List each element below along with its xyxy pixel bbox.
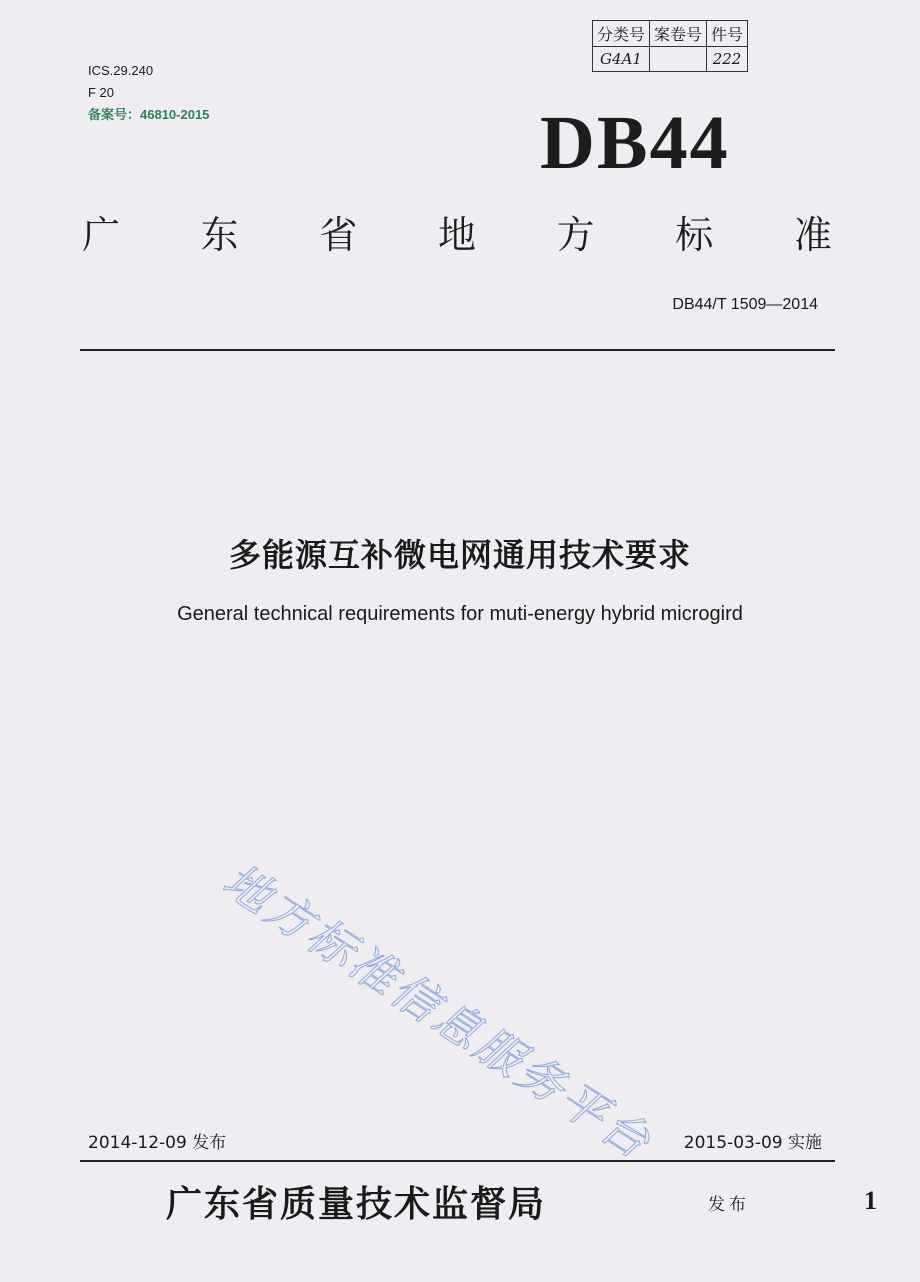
stamp-header-item: 件号 bbox=[707, 21, 748, 47]
archive-stamp-header-row bbox=[593, 21, 748, 47]
classification-block bbox=[88, 60, 209, 126]
archive-stamp bbox=[592, 20, 748, 72]
standard-type-char: 广 bbox=[82, 213, 121, 257]
standard-type-heading bbox=[82, 204, 832, 259]
issuing-authority-suffix: 发布 bbox=[708, 1195, 750, 1215]
issue-date: 2014-12-09 发布 bbox=[88, 1133, 227, 1153]
document-title-cn: 多能源互补微电网通用技术要求 bbox=[228, 536, 691, 574]
standard-mark: DB44 bbox=[540, 101, 730, 185]
implementation-date: 2015-03-09 实施 bbox=[683, 1133, 822, 1153]
issuing-authority: 广东省质量技术监督局 bbox=[166, 1183, 547, 1225]
stamp-header-file: 案卷号 bbox=[650, 21, 707, 47]
ccs-code: F 20 bbox=[88, 85, 115, 100]
stamp-header-category: 分类号 bbox=[593, 21, 650, 47]
document-title-en: General technical requirements for muti-energy hybrid microgird bbox=[177, 603, 743, 625]
stamp-value-file bbox=[650, 47, 707, 72]
standard-type-char: 地 bbox=[437, 213, 476, 257]
filing-number: 备案号：46810-2015 bbox=[88, 107, 210, 122]
ics-code: ICS.29.240 bbox=[88, 63, 154, 78]
standard-type-char: 省 bbox=[319, 213, 358, 257]
standard-type-char: 标 bbox=[675, 213, 714, 257]
standard-type-char: 方 bbox=[556, 213, 595, 257]
header-divider bbox=[80, 349, 835, 351]
watermark-text: 地方标准信息服务平台 bbox=[213, 852, 663, 1171]
standard-type-char: 准 bbox=[793, 213, 832, 257]
stamp-value-item: 222 bbox=[707, 47, 748, 72]
stamp-value-category: G4A1 bbox=[593, 47, 650, 72]
archive-stamp-value-row bbox=[593, 47, 748, 72]
standard-code: DB44/T 1509—2014 bbox=[672, 296, 818, 313]
footer-divider bbox=[80, 1160, 835, 1162]
standard-type-char: 东 bbox=[200, 213, 239, 257]
page-number: 1 bbox=[864, 1186, 877, 1215]
